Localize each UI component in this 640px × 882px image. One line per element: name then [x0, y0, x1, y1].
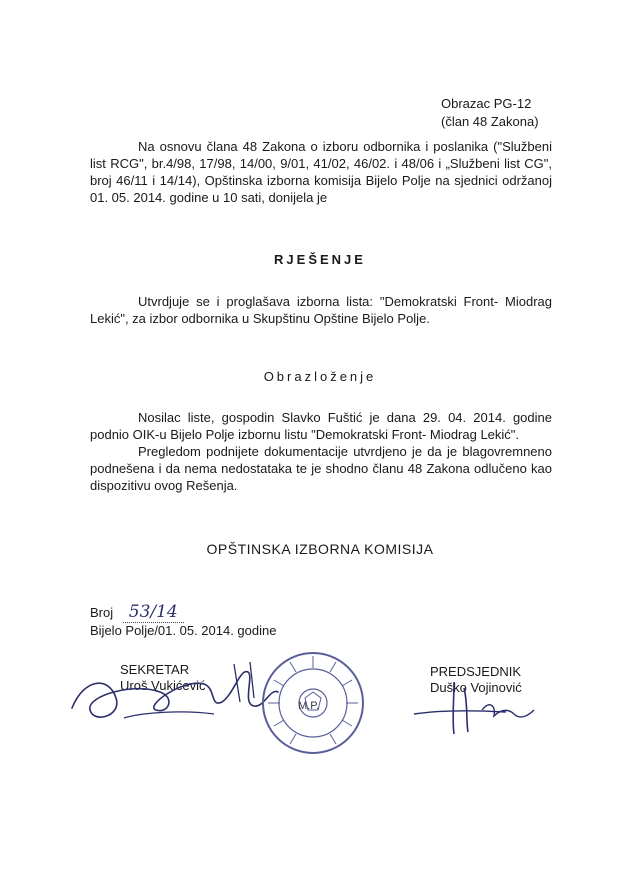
reasoning-section — [90, 409, 552, 494]
form-code: Obrazac PG-12 — [441, 96, 532, 111]
article-reference: (član 48 Zakona) — [441, 114, 539, 129]
president-name: Duško Vojinović — [430, 680, 522, 695]
secretary-name: Uroš Vukićević — [120, 678, 206, 693]
reasoning-paragraph-1: Nosilac liste, gospodin Slavko Fuštić je dana 29. 04. 2014. godine podnio OIK-u Bijelo Polje izbornu listu "Demokratski Front- Miodrag Lekić". — [90, 410, 552, 442]
secretary-signature — [64, 658, 284, 738]
commission-name: OPŠTINSKA IZBORNA KOMISIJA — [206, 541, 434, 557]
decision-title: RJEŠENJE — [274, 252, 366, 267]
stamp-label: M.P. — [298, 700, 320, 712]
reasoning-title: Obrazloženje — [263, 369, 377, 384]
preamble-paragraph: Na osnovu člana 48 Zakona o izboru odbornika i poslanika ("Službeni list RCG", br.4/98, 17/98, 14/00, 9/01, 41/02, 46/02. i 48/06 i „Službeni list CG", broj 46/11 i 14/14), Opštinska izborna komisija Bijelo Polje na sjednici održanoj 01. 05. 2014. godine u 10 sati, donijela je — [90, 139, 552, 205]
handwritten-number: 53/14 — [123, 602, 184, 623]
place-date: Bijelo Polje/01. 05. 2014. godine — [90, 623, 277, 638]
number-label: Broj — [90, 605, 114, 620]
reference-number-line — [90, 603, 276, 622]
form-code-block — [441, 95, 539, 131]
president-signature — [410, 670, 540, 740]
president-role: PREDSJEDNIK — [430, 664, 522, 679]
decision-paragraph: Utvrdjuje se i proglašava izborna lista: "Demokratski Front- Miodrag Lekić", za izbor odbornika u Skupštinu Opštine Bijelo Polje. — [90, 294, 552, 326]
secretary-role: SEKRETAR — [120, 662, 190, 677]
reasoning-paragraph-2: Pregledom podnijete dokumentacije utvrdjeno je da je blagovremneno podnešena i da nema nedostataka te je shodno članu 48 Zakona odlučeno kao dispozitivu ovog Rešenja. — [90, 444, 552, 493]
reference-block — [90, 603, 276, 640]
